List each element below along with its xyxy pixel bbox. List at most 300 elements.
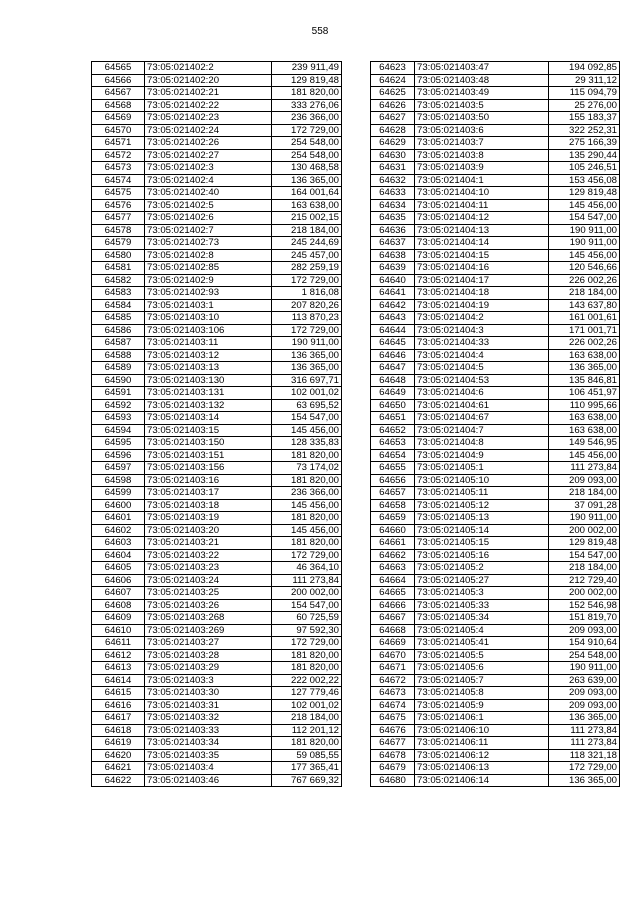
cadastral-number: 73:05:021405:6 [415, 662, 549, 675]
cadastral-value: 226 002,26 [549, 274, 620, 287]
table-row [92, 274, 342, 287]
table-row [371, 374, 620, 387]
cadastral-number: 73:05:021402:93 [145, 287, 272, 300]
cadastral-number: 73:05:021403:14 [145, 412, 272, 425]
cadastral-value: 215 002,15 [272, 212, 342, 225]
row-number: 64616 [92, 699, 145, 712]
cadastral-value: 46 364,10 [272, 562, 342, 575]
table-row [92, 149, 342, 162]
cadastral-value: 181 820,00 [272, 662, 342, 675]
row-number: 64632 [371, 174, 415, 187]
cadastral-number: 73:05:021402:21 [145, 87, 272, 100]
row-number: 64675 [371, 712, 415, 725]
cadastral-value: 200 002,00 [549, 524, 620, 537]
cadastral-number: 73:05:021402:5 [145, 199, 272, 212]
cadastral-number: 73:05:021403:35 [145, 749, 272, 762]
table-row [371, 399, 620, 412]
cadastral-number: 73:05:021404:13 [415, 224, 549, 237]
row-number: 64672 [371, 674, 415, 687]
cadastral-value: 97 592,30 [272, 624, 342, 637]
table-row [371, 312, 620, 325]
cadastral-value: 111 273,84 [549, 724, 620, 737]
cadastral-number: 73:05:021402:85 [145, 262, 272, 275]
table-row [371, 612, 620, 625]
row-number: 64583 [92, 287, 145, 300]
cadastral-value: 190 911,00 [549, 237, 620, 250]
row-number: 64643 [371, 312, 415, 325]
row-number: 64596 [92, 449, 145, 462]
cadastral-value: 1 816,08 [272, 287, 342, 300]
cadastral-number: 73:05:021403:23 [145, 562, 272, 575]
cadastral-value: 275 166,39 [549, 137, 620, 150]
row-number: 64617 [92, 712, 145, 725]
table-row [92, 512, 342, 525]
row-number: 64615 [92, 687, 145, 700]
cadastral-number: 73:05:021403:132 [145, 399, 272, 412]
row-number: 64598 [92, 474, 145, 487]
table-row [371, 724, 620, 737]
table-row [371, 324, 620, 337]
cadastral-number: 73:05:021403:10 [145, 312, 272, 325]
cadastral-value: 190 911,00 [272, 337, 342, 350]
table-row [371, 562, 620, 575]
cadastral-number: 73:05:021404:8 [415, 437, 549, 450]
cadastral-value: 136 365,00 [272, 349, 342, 362]
cadastral-number: 73:05:021405:14 [415, 524, 549, 537]
row-number: 64581 [92, 262, 145, 275]
cadastral-value: 143 637,80 [549, 299, 620, 312]
row-number: 64639 [371, 262, 415, 275]
row-number: 64677 [371, 737, 415, 750]
cadastral-number: 73:05:021404:6 [415, 387, 549, 400]
cadastral-number: 73:05:021403:22 [145, 549, 272, 562]
row-number: 64565 [92, 62, 145, 75]
cadastral-value: 145 456,00 [272, 424, 342, 437]
row-number: 64664 [371, 574, 415, 587]
table-row [92, 287, 342, 300]
row-number: 64655 [371, 462, 415, 475]
cadastral-value: 29 311,12 [549, 74, 620, 87]
table-row [92, 199, 342, 212]
row-number: 64567 [92, 87, 145, 100]
table-row [371, 437, 620, 450]
cadastral-value: 154 547,00 [549, 212, 620, 225]
table-row [92, 74, 342, 87]
cadastral-number: 73:05:021403:20 [145, 524, 272, 537]
cadastral-value: 25 276,00 [549, 99, 620, 112]
row-number: 64612 [92, 649, 145, 662]
row-number: 64629 [371, 137, 415, 150]
cadastral-value: 37 091,28 [549, 499, 620, 512]
cadastral-value: 164 001,64 [272, 187, 342, 200]
table-row [92, 212, 342, 225]
cadastral-value: 128 335,83 [272, 437, 342, 450]
table-row [371, 449, 620, 462]
cadastral-number: 73:05:021403:11 [145, 337, 272, 350]
cadastral-number: 73:05:021403:31 [145, 699, 272, 712]
row-number: 64605 [92, 562, 145, 575]
row-number: 64644 [371, 324, 415, 337]
cadastral-value: 145 456,00 [549, 249, 620, 262]
table-row [371, 512, 620, 525]
cadastral-value: 60 725,59 [272, 612, 342, 625]
cadastral-value: 163 638,00 [272, 199, 342, 212]
cadastral-number: 73:05:021403:269 [145, 624, 272, 637]
row-number: 64662 [371, 549, 415, 562]
table-row [371, 62, 620, 75]
table-row [371, 474, 620, 487]
cadastral-value: 181 820,00 [272, 449, 342, 462]
cadastral-value: 172 729,00 [272, 274, 342, 287]
row-number: 64597 [92, 462, 145, 475]
table-row [371, 687, 620, 700]
cadastral-value: 181 820,00 [272, 474, 342, 487]
cadastral-number: 73:05:021403:48 [415, 74, 549, 87]
cadastral-number: 73:05:021404:11 [415, 199, 549, 212]
cadastral-number: 73:05:021402:8 [145, 249, 272, 262]
cadastral-value: 118 321,18 [549, 749, 620, 762]
row-number: 64580 [92, 249, 145, 262]
table-row [92, 62, 342, 75]
row-number: 64586 [92, 324, 145, 337]
cadastral-value: 181 820,00 [272, 512, 342, 525]
cadastral-number: 73:05:021405:8 [415, 687, 549, 700]
cadastral-value: 113 870,23 [272, 312, 342, 325]
cadastral-value: 177 365,41 [272, 762, 342, 775]
table-row [92, 749, 342, 762]
cadastral-value: 145 456,00 [549, 199, 620, 212]
table-row [371, 549, 620, 562]
table-row [371, 174, 620, 187]
row-number: 64573 [92, 162, 145, 175]
cadastral-number: 73:05:021402:20 [145, 74, 272, 87]
row-number: 64653 [371, 437, 415, 450]
cadastral-number: 73:05:021404:10 [415, 187, 549, 200]
row-number: 64569 [92, 112, 145, 125]
cadastral-value: 181 820,00 [272, 87, 342, 100]
cadastral-value: 130 468,58 [272, 162, 342, 175]
row-number: 64591 [92, 387, 145, 400]
cadastral-value: 129 819,48 [549, 187, 620, 200]
cadastral-number: 73:05:021405:41 [415, 637, 549, 650]
cadastral-number: 73:05:021406:12 [415, 749, 549, 762]
row-number: 64585 [92, 312, 145, 325]
cadastral-value: 154 547,00 [549, 549, 620, 562]
table-row [92, 774, 342, 787]
row-number: 64595 [92, 437, 145, 450]
row-number: 64623 [371, 62, 415, 75]
row-number: 64667 [371, 612, 415, 625]
row-number: 64657 [371, 487, 415, 500]
row-number: 64669 [371, 637, 415, 650]
cadastral-number: 73:05:021403:3 [145, 674, 272, 687]
cadastral-value: 154 547,00 [272, 599, 342, 612]
cadastral-number: 73:05:021403:1 [145, 299, 272, 312]
cadastral-number: 73:05:021406:1 [415, 712, 549, 725]
cadastral-value: 171 001,71 [549, 324, 620, 337]
cadastral-value: 316 697,71 [272, 374, 342, 387]
table-row [371, 774, 620, 787]
cadastral-value: 135 290,44 [549, 149, 620, 162]
row-number: 64571 [92, 137, 145, 150]
table-row [371, 74, 620, 87]
table-row [371, 274, 620, 287]
row-number: 64603 [92, 537, 145, 550]
row-number: 64594 [92, 424, 145, 437]
row-number: 64624 [371, 74, 415, 87]
table-row [371, 412, 620, 425]
cadastral-value: 190 911,00 [549, 224, 620, 237]
cadastral-value: 153 456,08 [549, 174, 620, 187]
cadastral-value: 222 002,22 [272, 674, 342, 687]
row-number: 64625 [371, 87, 415, 100]
cadastral-number: 73:05:021403:27 [145, 637, 272, 650]
cadastral-value: 135 846,81 [549, 374, 620, 387]
table-row [92, 237, 342, 250]
row-number: 64570 [92, 124, 145, 137]
cadastral-number: 73:05:021403:19 [145, 512, 272, 525]
cadastral-value: 172 729,00 [272, 549, 342, 562]
table-row [371, 87, 620, 100]
page-number: 558 [311, 26, 329, 37]
cadastral-number: 73:05:021402:24 [145, 124, 272, 137]
cadastral-value: 209 093,00 [549, 687, 620, 700]
cadastral-number: 73:05:021406:10 [415, 724, 549, 737]
row-number: 64626 [371, 99, 415, 112]
row-number: 64613 [92, 662, 145, 675]
table-row [92, 424, 342, 437]
table-row [92, 187, 342, 200]
table-row [92, 337, 342, 350]
cadastral-number: 73:05:021402:3 [145, 162, 272, 175]
table-row [92, 724, 342, 737]
cadastral-number: 73:05:021404:16 [415, 262, 549, 275]
cadastral-number: 73:05:021403:46 [145, 774, 272, 787]
row-number: 64676 [371, 724, 415, 737]
cadastral-value: 145 456,00 [549, 449, 620, 462]
cadastral-number: 73:05:021404:2 [415, 312, 549, 325]
cadastral-number: 73:05:021403:156 [145, 462, 272, 475]
table-row [92, 174, 342, 187]
cadastral-value: 254 548,00 [272, 149, 342, 162]
table-row [371, 574, 620, 587]
cadastral-value: 145 456,00 [272, 499, 342, 512]
cadastral-value: 212 729,40 [549, 574, 620, 587]
cadastral-value: 102 001,02 [272, 387, 342, 400]
row-number: 64671 [371, 662, 415, 675]
row-number: 64568 [92, 99, 145, 112]
cadastral-number: 73:05:021404:15 [415, 249, 549, 262]
cadastral-value: 254 548,00 [272, 137, 342, 150]
cadastral-value: 129 819,48 [549, 537, 620, 550]
row-number: 64608 [92, 599, 145, 612]
cadastral-value: 161 001,61 [549, 312, 620, 325]
cadastral-value: 136 365,00 [549, 362, 620, 375]
cadastral-value: 245 244,69 [272, 237, 342, 250]
cadastral-value: 112 201,12 [272, 724, 342, 737]
table-row [92, 699, 342, 712]
cadastral-value: 154 910,64 [549, 637, 620, 650]
cadastral-number: 73:05:021403:18 [145, 499, 272, 512]
table-row [92, 524, 342, 537]
table-row [92, 499, 342, 512]
table-row [92, 312, 342, 325]
row-number: 64604 [92, 549, 145, 562]
cadastral-number: 73:05:021405:15 [415, 537, 549, 550]
table-row [92, 224, 342, 237]
row-number: 64659 [371, 512, 415, 525]
table-row [92, 649, 342, 662]
table-row [92, 562, 342, 575]
cadastral-value: 209 093,00 [549, 474, 620, 487]
cadastral-value: 190 911,00 [549, 662, 620, 675]
table-row [92, 99, 342, 112]
row-number: 64670 [371, 649, 415, 662]
row-number: 64631 [371, 162, 415, 175]
cadastral-value: 63 695,52 [272, 399, 342, 412]
table-row [371, 137, 620, 150]
cadastral-value: 207 820,26 [272, 299, 342, 312]
cadastral-number: 73:05:021404:12 [415, 212, 549, 225]
row-number: 64642 [371, 299, 415, 312]
row-number: 64566 [92, 74, 145, 87]
table-row [371, 599, 620, 612]
table-row [92, 437, 342, 450]
table-row [92, 637, 342, 650]
cadastral-number: 73:05:021404:61 [415, 399, 549, 412]
cadastral-value: 127 779,46 [272, 687, 342, 700]
cadastral-value: 115 094,79 [549, 87, 620, 100]
cadastral-number: 73:05:021406:11 [415, 737, 549, 750]
table-row [371, 337, 620, 350]
cadastral-value: 129 819,48 [272, 74, 342, 87]
row-number: 64633 [371, 187, 415, 200]
row-number: 64673 [371, 687, 415, 700]
cadastral-number: 73:05:021403:17 [145, 487, 272, 500]
row-number: 64590 [92, 374, 145, 387]
table-row [371, 262, 620, 275]
table-row [92, 474, 342, 487]
row-number: 64619 [92, 737, 145, 750]
table-row [92, 299, 342, 312]
cadastral-number: 73:05:021402:26 [145, 137, 272, 150]
cadastral-number: 73:05:021403:8 [415, 149, 549, 162]
table-row [92, 574, 342, 587]
row-number: 64587 [92, 337, 145, 350]
row-number: 64621 [92, 762, 145, 775]
row-number: 64618 [92, 724, 145, 737]
cadastral-value: 172 729,00 [272, 637, 342, 650]
table-row [92, 137, 342, 150]
cadastral-value: 218 184,00 [549, 287, 620, 300]
row-number: 64588 [92, 349, 145, 362]
row-number: 64668 [371, 624, 415, 637]
table-row [92, 487, 342, 500]
table-row [371, 699, 620, 712]
cadastral-number: 73:05:021403:28 [145, 649, 272, 662]
cadastral-value: 218 184,00 [272, 712, 342, 725]
cadastral-value: 172 729,00 [272, 324, 342, 337]
row-number: 64680 [371, 774, 415, 787]
cadastral-number: 73:05:021403:15 [145, 424, 272, 437]
table-row [92, 612, 342, 625]
cadastral-value: 111 273,84 [549, 462, 620, 475]
table-row [92, 399, 342, 412]
table-row [92, 324, 342, 337]
cadastral-value: 155 183,37 [549, 112, 620, 125]
table-row [371, 424, 620, 437]
cadastral-number: 73:05:021404:17 [415, 274, 549, 287]
cadastral-number: 73:05:021405:13 [415, 512, 549, 525]
table-row [92, 599, 342, 612]
table-row [92, 624, 342, 637]
cadastral-value: 172 729,00 [272, 124, 342, 137]
cadastral-number: 73:05:021405:2 [415, 562, 549, 575]
cadastral-value: 145 456,00 [272, 524, 342, 537]
table-row [371, 362, 620, 375]
table-row [92, 349, 342, 362]
cadastral-number: 73:05:021403:131 [145, 387, 272, 400]
table-row [92, 374, 342, 387]
cadastral-value: 102 001,02 [272, 699, 342, 712]
table-row [92, 462, 342, 475]
cadastral-number: 73:05:021402:2 [145, 62, 272, 75]
cadastral-number: 73:05:021404:18 [415, 287, 549, 300]
cadastral-number: 73:05:021404:4 [415, 349, 549, 362]
cadastral-number: 73:05:021404:67 [415, 412, 549, 425]
row-number: 64576 [92, 199, 145, 212]
cadastral-number: 73:05:021405:9 [415, 699, 549, 712]
cadastral-number: 73:05:021402:22 [145, 99, 272, 112]
cadastral-number: 73:05:021404:33 [415, 337, 549, 350]
row-number: 64601 [92, 512, 145, 525]
cadastral-value: 105 246,51 [549, 162, 620, 175]
row-number: 64665 [371, 587, 415, 600]
table-row [92, 112, 342, 125]
cadastral-value: 111 273,84 [272, 574, 342, 587]
table-row [371, 662, 620, 675]
table-row [371, 287, 620, 300]
cadastral-value: 226 002,26 [549, 337, 620, 350]
cadastral-value: 181 820,00 [272, 537, 342, 550]
table-row [92, 762, 342, 775]
row-number: 64620 [92, 749, 145, 762]
cadastral-number: 73:05:021405:27 [415, 574, 549, 587]
table-row [92, 162, 342, 175]
cadastral-number: 73:05:021403:12 [145, 349, 272, 362]
row-number: 64628 [371, 124, 415, 137]
row-number: 64640 [371, 274, 415, 287]
row-number: 64652 [371, 424, 415, 437]
cadastral-value: 163 638,00 [549, 424, 620, 437]
table-row [371, 199, 620, 212]
row-number: 64579 [92, 237, 145, 250]
cadastral-number: 73:05:021405:4 [415, 624, 549, 637]
cadastral-number: 73:05:021403:13 [145, 362, 272, 375]
row-number: 64589 [92, 362, 145, 375]
row-number: 64627 [371, 112, 415, 125]
cadastral-number: 73:05:021405:11 [415, 487, 549, 500]
cadastral-number: 73:05:021402:27 [145, 149, 272, 162]
cadastral-value: 209 093,00 [549, 699, 620, 712]
cadastral-value: 120 546,66 [549, 262, 620, 275]
cadastral-value: 333 276,06 [272, 99, 342, 112]
cadastral-value: 163 638,00 [549, 412, 620, 425]
cadastral-value: 136 365,00 [549, 774, 620, 787]
row-number: 64638 [371, 249, 415, 262]
table-row [371, 587, 620, 600]
table-row [371, 387, 620, 400]
